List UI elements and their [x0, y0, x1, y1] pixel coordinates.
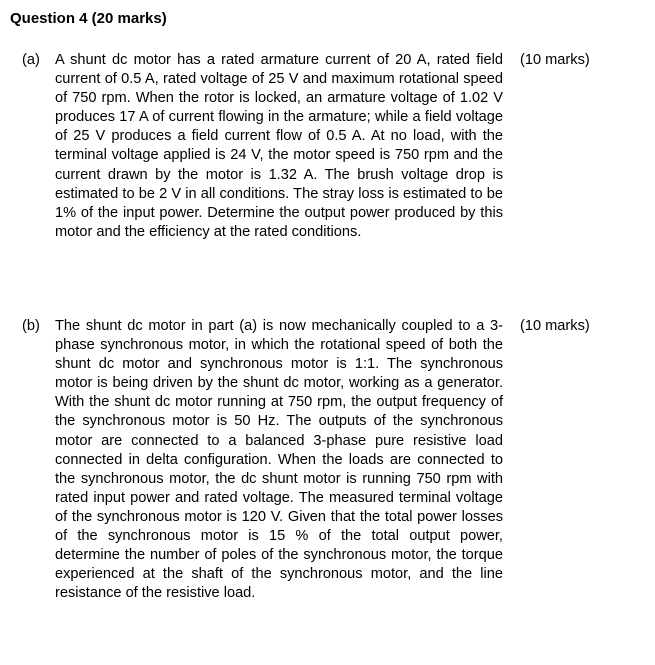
part-label: (a) — [22, 52, 40, 68]
part-label: (b) — [22, 318, 40, 334]
part-text: A shunt dc motor has a rated armature current of 20 A, rated field current of 0.5 A, rated voltage of 25 V and maximum rotational speed of 750 rpm. When the rotor is locked, an armature voltage of 1.02 V produces 17 A of current flowing in the armature; while a field voltage of 25 V produces a field current flow of 0.5 A. At no load, with the terminal voltage applied is 24 V, the motor speed is 750 rpm and the current drawn by the motor is 1.32 A. The brush voltage drop is estimated to be 2 V in all conditions. The stray loss is estimated to be 1% of the input power. Determine the output power produced by this motor and the efficiency at the rated conditions. — [55, 52, 503, 240]
marks-label: (10 marks) — [520, 318, 590, 334]
part-text: The shunt dc motor in part (a) is now mechanically coupled to a 3-phase synchronous motor, in which the rotational speed of both the shunt dc motor and synchronous motor is 1:1. The synchronous motor is being driven by the shunt dc motor, working as a generator. With the shunt dc motor running at 750 rpm, the output frequency of the synchronous motor is 50 Hz. The outputs of the synchronous motor are connected to a balanced 3-phase pure resistive load connected in delta configuration. When the loads are connected to the synchronous motor, the dc shunt motor is running 750 rpm with rated input power and rated voltage. The measured terminal voltage of the synchronous motor is 120 V. Given that the total power losses of the synchronous motor is 15 % of the total output power, determine the number of poles of the synchronous motor, the torque experienced at the shaft of the synchronous motor, and the line resistance of the resistive load. — [55, 318, 503, 602]
question-title: Question 4 (20 marks) — [10, 10, 167, 27]
marks-label: (10 marks) — [520, 52, 590, 68]
